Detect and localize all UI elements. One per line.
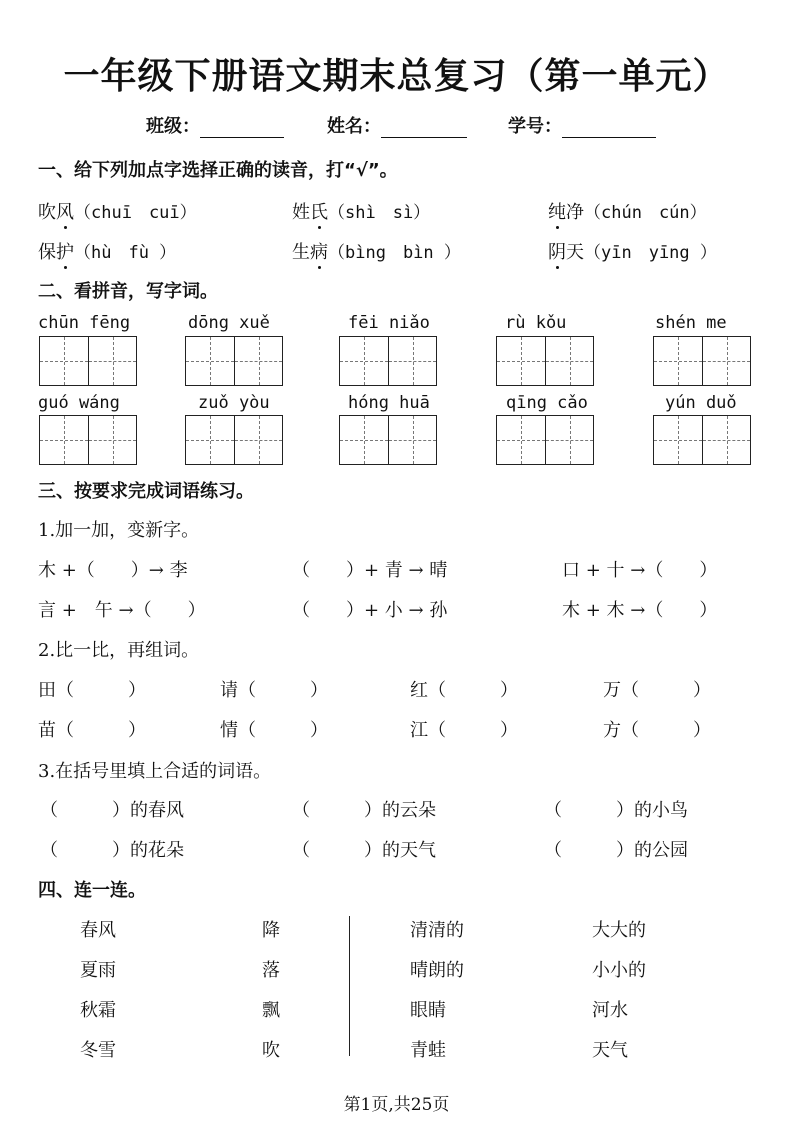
pronunciation-item: 吹风（chuī cuī） <box>38 202 197 223</box>
pinyin-label: guó wáng <box>38 393 120 413</box>
subsection-title: 2.比一比，再组词。 <box>38 640 200 661</box>
pinyin-label: hóng huā <box>348 393 430 413</box>
match-right-word[interactable]: 天气 <box>592 1040 628 1061</box>
fill-word-item[interactable]: （ ）的天气 <box>292 840 436 861</box>
compare-item[interactable]: 方（ ） <box>603 720 711 741</box>
class-label: 班级： <box>146 116 200 137</box>
add-char-item[interactable]: 言 + 午 →（ ） <box>38 600 206 621</box>
writing-grid[interactable] <box>653 336 751 386</box>
add-char-item[interactable]: （ ）+ 小 → 孙 <box>292 600 448 621</box>
compare-item[interactable]: 田（ ） <box>38 680 146 701</box>
section-1-heading: 一、给下列加点字选择正确的读音，打“√”。 <box>38 160 398 181</box>
pinyin-label: chūn fēng <box>38 313 131 333</box>
match-right-word[interactable]: 河水 <box>592 1000 628 1021</box>
compare-item[interactable]: 江（ ） <box>410 720 518 741</box>
class-blank[interactable] <box>200 119 284 138</box>
dotted-char: 氏 <box>310 202 328 223</box>
match-adjective[interactable]: 清清的 <box>410 920 464 941</box>
match-left-word[interactable]: 春风 <box>80 920 116 941</box>
pinyin-label: fēi niǎo <box>348 313 430 333</box>
match-left-word[interactable]: 秋霜 <box>80 1000 116 1021</box>
compare-item[interactable]: 红（ ） <box>410 680 518 701</box>
writing-grid[interactable] <box>185 336 283 386</box>
fill-word-item[interactable]: （ ）的公园 <box>544 840 688 861</box>
divider-line <box>349 916 350 1056</box>
pronunciation-item: 纯净（chún cún） <box>548 202 707 223</box>
section-3-heading: 三、按要求完成词语练习。 <box>38 481 254 502</box>
dotted-char: 病 <box>310 242 328 263</box>
dotted-char: 纯 <box>548 202 566 223</box>
match-left-word[interactable]: 冬雪 <box>80 1040 116 1061</box>
writing-grid[interactable] <box>185 415 283 465</box>
name-label: 姓名： <box>327 116 381 137</box>
pinyin-label: shén me <box>655 313 727 333</box>
match-adjective[interactable]: 晴朗的 <box>410 960 464 981</box>
dotted-char: 护 <box>56 242 74 263</box>
pinyin-label: zuǒ yòu <box>198 393 270 413</box>
compare-item[interactable]: 万（ ） <box>603 680 711 701</box>
writing-grid[interactable] <box>39 336 137 386</box>
match-left-word[interactable]: 夏雨 <box>80 960 116 981</box>
add-char-item[interactable]: 木 + 木 →（ ） <box>562 600 718 621</box>
fill-word-item[interactable]: （ ）的小鸟 <box>544 800 688 821</box>
name-field[interactable] <box>327 112 467 138</box>
add-char-item[interactable]: （ ）+ 青 → 晴 <box>292 560 448 581</box>
dotted-char: 阴 <box>548 242 566 263</box>
writing-grid[interactable] <box>339 336 437 386</box>
pinyin-label: dōng xuě <box>188 313 270 333</box>
match-verb[interactable]: 降 <box>262 920 280 941</box>
pronunciation-item: 保护（hù fù ） <box>38 242 177 263</box>
page-title: 一年级下册语文期末总复习（第一单元） <box>63 56 730 97</box>
match-adjective[interactable]: 眼睛 <box>410 1000 446 1021</box>
writing-grid[interactable] <box>39 415 137 465</box>
number-label: 学号： <box>508 116 562 137</box>
compare-item[interactable]: 请（ ） <box>220 680 328 701</box>
pronunciation-item: 姓氏（shì sì） <box>292 202 431 223</box>
match-right-word[interactable]: 大大的 <box>592 920 646 941</box>
page-number: 第1页,共25页 <box>343 1095 450 1115</box>
pinyin-label: yún duǒ <box>665 393 737 413</box>
name-blank[interactable] <box>381 119 467 138</box>
number-field[interactable] <box>508 112 656 138</box>
add-char-item[interactable]: 口 + 十 →（ ） <box>562 560 718 581</box>
pinyin-label: qīng cǎo <box>506 393 588 413</box>
add-char-item[interactable]: 木 +（ ）→ 李 <box>38 560 188 581</box>
pronunciation-item: 阴天（yīn yīng ） <box>548 242 717 263</box>
class-field[interactable] <box>146 112 284 138</box>
match-right-word[interactable]: 小小的 <box>592 960 646 981</box>
match-verb[interactable]: 落 <box>262 960 280 981</box>
dotted-char: 风 <box>56 202 74 223</box>
pronunciation-item: 生病（bìng bìn ） <box>292 242 461 263</box>
fill-word-item[interactable]: （ ）的春风 <box>40 800 184 821</box>
fill-word-item[interactable]: （ ）的花朵 <box>40 840 184 861</box>
writing-grid[interactable] <box>496 415 594 465</box>
compare-item[interactable]: 苗（ ） <box>38 720 146 741</box>
subsection-title: 3.在括号里填上合适的词语。 <box>38 761 272 782</box>
number-blank[interactable] <box>562 119 656 138</box>
fill-word-item[interactable]: （ ）的云朵 <box>292 800 436 821</box>
writing-grid[interactable] <box>653 415 751 465</box>
match-adjective[interactable]: 青蛙 <box>410 1040 446 1061</box>
compare-item[interactable]: 情（ ） <box>220 720 328 741</box>
writing-grid[interactable] <box>496 336 594 386</box>
subsection-title: 1.加一加，变新字。 <box>38 520 200 541</box>
section-4-heading: 四、连一连。 <box>38 880 146 901</box>
match-verb[interactable]: 飘 <box>262 1000 280 1021</box>
writing-grid[interactable] <box>339 415 437 465</box>
pinyin-label: rù kǒu <box>505 313 567 333</box>
section-2-heading: 二、看拼音，写字词。 <box>38 281 218 302</box>
match-verb[interactable]: 吹 <box>262 1040 280 1061</box>
